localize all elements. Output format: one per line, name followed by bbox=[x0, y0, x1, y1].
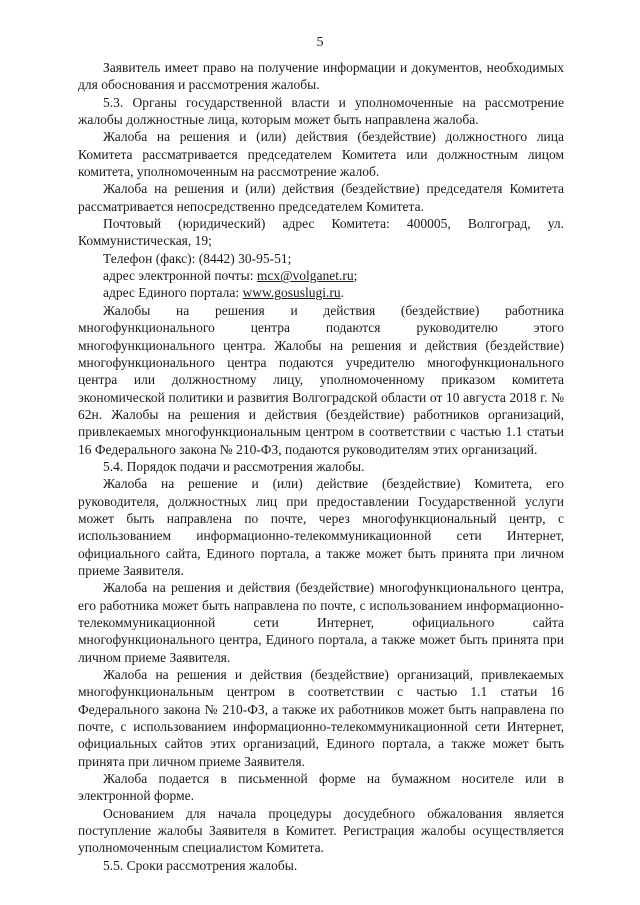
paragraph-mfc-complaint-channels: Жалоба на решения и действия (бездействие) многофункционального центра, его работника может быть направлена по почте, с использованием информационно-телекоммуникационной сети Интернет, официального сайта многофункционального центра, Единого портала, а также может быть принята при личном приеме Заявителя. bbox=[78, 580, 564, 665]
paragraph-complaint-form: Жалоба подается в письменной форме на бумажном носителе или в электронной форме. bbox=[78, 771, 564, 804]
paragraph-portal bbox=[78, 284, 564, 301]
portal-link[interactable]: www.gosuslugi.ru bbox=[242, 285, 341, 301]
paragraph-procedure-basis: Основанием для начала процедуры досудебного обжалования является поступление жалобы Заявителя в Комитет. Регистрация жалобы осуществляется уполномоченным специалистом Комитета. bbox=[78, 805, 564, 856]
paragraph-postal-address: Почтовый (юридический) адрес Комитета: 400005, Волгоград, ул. Коммунистическая, 19; bbox=[78, 216, 564, 249]
paragraph-applicant-rights: Заявитель имеет право на получение информации и документов, необходимых для обоснования и рассмотрения жалобы. bbox=[78, 60, 564, 93]
paragraph-email bbox=[78, 267, 564, 284]
page-number: 5 bbox=[316, 35, 324, 50]
section-5-3-heading: 5.3. Органы государственной власти и уполномоченные на рассмотрение жалобы должностные лица, которым может быть направлена жалоба. bbox=[78, 94, 564, 128]
email-suffix: ; bbox=[353, 268, 358, 284]
paragraph-mfc-complaints: Жалобы на решения и действия (бездействие) работника многофункционального центра подаются руководителю этого многофункционального центра. Жалобы на решения и действия (бездействие) многофункционального центра подаются учредителю многофункционального центра или должностному лицу, уполномоченному приказом комитета экономической политики и развития Волгоградской области от 10 августа 2018 г. № 62н. Жалобы на решения и действия (бездействие) работников организаций, привлекаемых многофункциональным центром в соответствии с частью 1.1 статьи 16 Федерального закона № 210-ФЗ, подаются руководителям этих организаций. bbox=[78, 302, 564, 457]
paragraph-chairman-complaint: Жалоба на решения и (или) действия (бездействие) председателя Комитета рассматривается непосредственно председателем Комитета. bbox=[78, 181, 564, 214]
paragraph-organizations-complaint-channels: Жалоба на решения и действия (бездействие) организаций, привлекаемых многофункциональным центром в соответствии с частью 1.1 статьи 16 Федерального закона № 210-ФЗ, а также их работников может быть направлена по почте, с использованием информационно-телекоммуникационной сети Интернет, официальных сайтов этих организаций, Единого портала, а также может быть принята при личном приеме Заявителя. bbox=[78, 667, 564, 769]
paragraph-official-complaint: Жалоба на решения и (или) действия (бездействие) должностного лица Комитета рассматривается председателем Комитета или должностным лицом комитета, уполномоченным на рассмотрение жалоб. bbox=[78, 129, 564, 180]
email-label: адрес электронной почты: bbox=[103, 268, 257, 284]
section-5-4-heading: 5.4. Порядок подачи и рассмотрения жалобы. bbox=[103, 458, 365, 474]
portal-label: адрес Единого портала: bbox=[103, 285, 243, 301]
paragraph-phone: Телефон (факс): (8442) 30-95-51; bbox=[103, 250, 292, 266]
section-5-5-heading: 5.5. Сроки рассмотрения жалобы. bbox=[103, 857, 298, 873]
portal-suffix: . bbox=[340, 285, 345, 301]
document-body bbox=[78, 59, 564, 874]
email-link[interactable]: mcx@volganet.ru bbox=[256, 268, 354, 284]
paragraph-committee-complaint-channels: Жалоба на решение и (или) действие (бездействие) Комитета, его руководителя, должностных лиц при предоставлении Государственной услуги может быть направлена по почте, через многофункциональный центр, с использованием информационно-телекоммуникационной сети Интернет, официального сайта, Единого портала, а также может быть принята при личном приеме Заявителя. bbox=[78, 476, 564, 578]
